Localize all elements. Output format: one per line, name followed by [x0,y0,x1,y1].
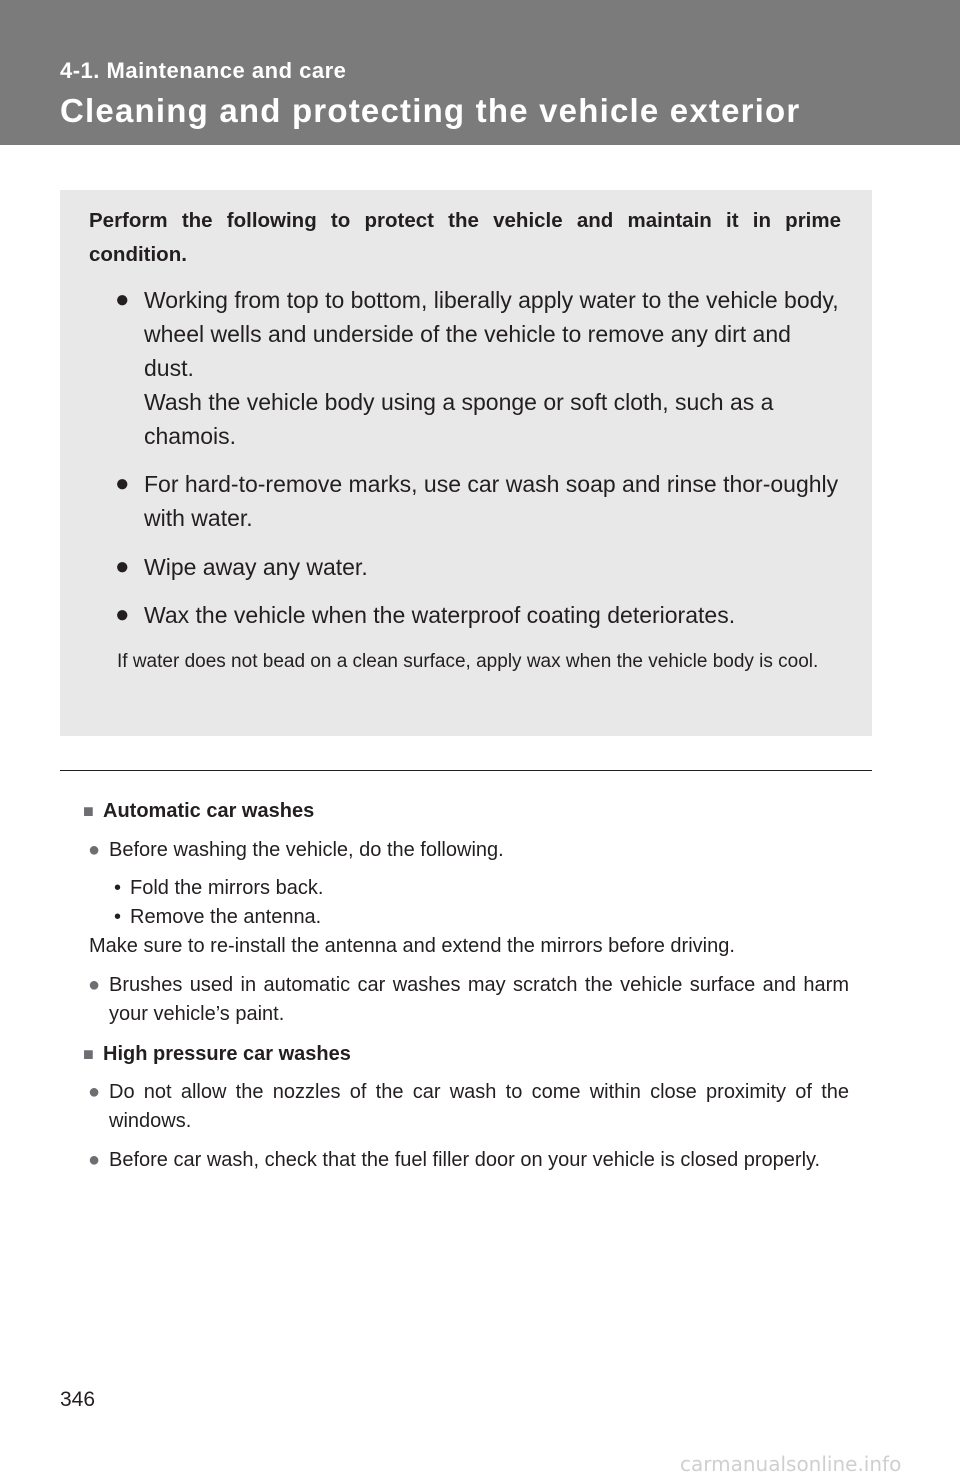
after-text: Make sure to re-install the antenna and extend the mirrors before driving. [89,935,735,957]
step-item [115,283,844,453]
intro-lead: Perform the following to protect the vehicle and maintain it in prime condition. [89,209,841,266]
square-bullet-icon: ■ [83,1044,94,1064]
section-heading [83,797,315,826]
step-text: Wax the vehicle when the waterproof coating deteriorates. [144,602,736,628]
list-item-text: Brushes used in automatic car washes may scratch the vehicle surface and harm your vehicle’s paint. [109,974,849,1025]
list-item [88,971,849,1029]
divider [60,770,872,771]
square-bullet-icon: ■ [83,801,94,821]
dot-bullet-icon: • [114,877,122,899]
page-title: Cleaning and protecting the vehicle exterior [60,92,801,129]
circle-bullet-icon: ● [88,974,101,996]
bullet-icon: ● [115,470,130,497]
watermark: carmanualsonline.info [680,1452,902,1476]
section-heading-text: High pressure car washes [103,1043,351,1065]
step-item [115,467,844,535]
step-text: Wash the vehicle body using a sponge or soft cloth, such as a chamois. [144,389,774,449]
section-heading [83,1040,351,1069]
step-text: Wipe away any water. [144,554,368,580]
list-item-text: Do not allow the nozzles of the car wash to come within close proximity of the windows. [109,1081,849,1132]
list-item [88,836,854,865]
sub-item [114,903,322,932]
list-item-text: Before washing the vehicle, do the following. [109,839,504,861]
intro-box [60,190,872,736]
step-item [115,598,864,632]
bullet-icon: ● [115,553,130,580]
section-label: 4-1. Maintenance and care [60,58,347,83]
sub-item-text: Fold the mirrors back. [130,877,324,899]
circle-bullet-icon: ● [88,1149,101,1171]
circle-bullet-icon: ● [88,839,101,861]
section-heading-text: Automatic car washes [103,800,315,822]
bullet-icon: ● [115,286,130,313]
step-text: For hard-to-remove marks, use car wash soap and rinse thor-oughly with water. [144,471,839,531]
page-number: 346 [60,1388,96,1411]
circle-bullet-icon: ● [88,1081,101,1103]
sub-item [114,874,324,903]
step-text: Working from top to bottom, liberally apply water to the vehicle body, wheel wells and underside of the vehicle to remove any dirt and dust. [144,287,839,381]
intro-note: If water does not bead on a clean surface, apply wax when the vehicle body is cool. [117,651,819,672]
list-item [88,1078,849,1136]
step-item [115,550,844,584]
dot-bullet-icon: • [114,906,122,928]
list-item [88,1146,849,1175]
bullet-icon: ● [115,601,130,628]
sub-item-text: Remove the antenna. [130,906,322,928]
page-header [0,0,960,145]
list-item-text: Before car wash, check that the fuel filler door on your vehicle is closed properly. [109,1149,821,1171]
